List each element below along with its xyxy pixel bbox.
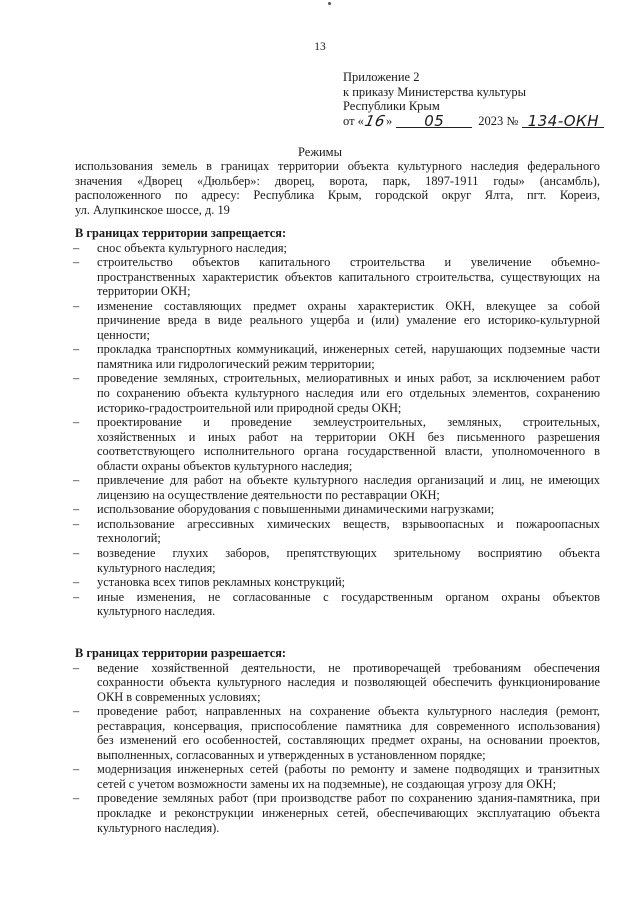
forbidden-section (75, 226, 600, 619)
forbidden-item-line: хозяйственных и иных работ на территории ОКН без письменного разрешения (97, 429, 600, 444)
allowed-item-line: прокладке и реконструкции инженерных сетей, обеспечивающих эксплуатацию объекта (97, 806, 600, 821)
number-blank (522, 114, 604, 128)
appendix-line-2: к приказу Министерства культуры (343, 84, 526, 99)
forbidden-item (75, 502, 600, 517)
forbidden-item (75, 299, 600, 343)
allowed-item (75, 661, 600, 705)
allowed-list (75, 661, 600, 836)
forbidden-list (75, 241, 600, 619)
forbidden-item-line: области охраны объектов культурного наследия; (97, 458, 353, 473)
forbidden-item-line: – изменение составляющих предмет охраны характеристик ОКН, влекущее за собой (97, 298, 600, 313)
forbidden-item-line: пространственных характеристик объектов капитального строительства, существующих на (97, 269, 600, 284)
forbidden-item-line: причинение вреда в виде реального ущерба и (или) умаление его историко-культурной (97, 313, 600, 328)
page-number: 13 (314, 41, 326, 53)
forbidden-item-line: – проектирование и проведение землеустроительных, земляных, строительных, (97, 415, 600, 430)
allowed-item-line: – проведение земляных работ (при производстве работ по сохранению здания-памятника, при (97, 791, 600, 806)
forbidden-item (75, 371, 600, 415)
order-date-line (343, 114, 604, 129)
forbidden-item-line: – проведение земляных, строительных, мелиоративных и иных работ, за исключением работ (97, 371, 600, 386)
forbidden-item (75, 342, 600, 371)
handwritten-month: 05 (424, 112, 445, 130)
forbidden-item-line: – использование оборудования с повышенными динамическими нагрузками; (97, 502, 495, 517)
allowed-item-line: реставрация, консервация, приспособление памятника для современного использования) (97, 718, 600, 733)
date-mid: » (386, 113, 393, 128)
forbidden-item (75, 517, 600, 546)
allowed-item-line: – проведение работ, направленных на сохранение объекта культурного наследия (ремонт, (97, 704, 600, 719)
allowed-item (75, 704, 600, 762)
forbidden-item-line: – прокладка транспортных коммуникаций, инженерных сетей, нарушающих подземные части (97, 342, 600, 357)
intro-line: ул. Алупкинское шоссе, д. 19 (75, 202, 230, 217)
forbidden-item (75, 415, 600, 473)
forbidden-item-line: – установка всех типов рекламных конструкций; (97, 575, 346, 590)
intro-line: расположенного по адресу: Республика Крым, городской округ Ялта, пгт. Кореиз, (75, 188, 600, 203)
forbidden-heading: В границах территории запрещается: (75, 226, 287, 240)
forbidden-item-line: – привлечение для работ на объекте культурного наследия организаций и лиц, не имеющих (97, 473, 600, 488)
allowed-item-line: – модернизация инженерных сетей (работы по ремонту и замене подводящих и транзитных (97, 762, 600, 777)
forbidden-item-line: – иные изменения, не согласованные с государственным органом охраны объектов (97, 589, 600, 604)
appendix-line-3: Республики Крым (343, 99, 440, 113)
forbidden-item-line: – снос объекта культурного наследия; (97, 240, 287, 255)
allowed-item-line: без изменений его особенностей, составляющих предмет охраны, на основании проектов, (97, 733, 600, 748)
intro-paragraph (75, 159, 600, 217)
allowed-section (75, 646, 600, 835)
allowed-item-line: – ведение хозяйственной деятельности, не противоречащей требованиям обеспечения (97, 660, 600, 675)
forbidden-item-line: историко-градостроительной или природной среды ОКН; (97, 400, 402, 415)
allowed-heading: В границах территории разрешается: (75, 646, 287, 660)
document-title: Режимы (298, 145, 342, 159)
allowed-item-line: ОКН в современных условиях; (97, 689, 261, 704)
forbidden-item-line: – возведение глухих заборов, препятствующих зрительному восприятию объекта (97, 546, 600, 561)
forbidden-item (75, 590, 600, 619)
handwritten-day: 16 (363, 112, 387, 130)
forbidden-item-line: соответствующего исполнительного органа государственной власти, уполномоченного в (97, 444, 600, 459)
intro-line: использования земель в границах территории объекта культурного наследия федерального (75, 159, 600, 173)
forbidden-item (75, 575, 600, 590)
appendix-line-1: Приложение 2 (343, 70, 420, 84)
forbidden-item (75, 255, 600, 299)
date-prefix: от « (343, 113, 364, 128)
intro-line: значения «Дворец «Дюльбер»: дворец, ворота, парк, 1897-1911 годы» (ансамбль), (75, 173, 600, 188)
forbidden-item-line: культурного наследия. (97, 604, 216, 619)
scan-speck (328, 2, 331, 5)
appendix-block (343, 70, 604, 128)
allowed-item-line: сохранности объекта культурного наследия и позволяющей обеспечить функционирование (97, 675, 600, 690)
order-year-number: 2023 № (478, 113, 519, 128)
forbidden-item-line: технологий; (97, 531, 161, 546)
forbidden-item-line: – использование агрессивных химических веществ, взрывоопасных и пожароопасных (97, 516, 600, 531)
allowed-item (75, 791, 600, 835)
allowed-item-line: выполненных, согласованных и утвержденных в установленном порядке; (97, 747, 486, 762)
forbidden-item (75, 473, 600, 502)
forbidden-item-line: лицензию на осуществление деятельности по реставрации ОКН; (97, 487, 440, 502)
allowed-item-line: культурного наследия). (97, 820, 220, 835)
handwritten-number: 134-ОКН (527, 112, 599, 130)
forbidden-item-line: ценности; (97, 327, 150, 342)
forbidden-item-line: по сохранению объекта культурного наследия или его отдельных элементов, сохранению (97, 386, 600, 401)
forbidden-item-line: – строительство объектов капитального строительства и увеличение объемно- (97, 255, 600, 270)
forbidden-item-line: территории ОКН; (97, 284, 191, 299)
forbidden-item-line: памятника или гидрологический режим территории; (97, 356, 375, 371)
forbidden-item (75, 241, 600, 256)
forbidden-item (75, 546, 600, 575)
month-blank (396, 114, 472, 128)
allowed-item (75, 762, 600, 791)
allowed-item-line: сетей с учетом возможности замены их на подземные), не создающая угрозу для ОКН; (97, 776, 557, 791)
forbidden-item-line: культурного наследия; (97, 560, 216, 575)
